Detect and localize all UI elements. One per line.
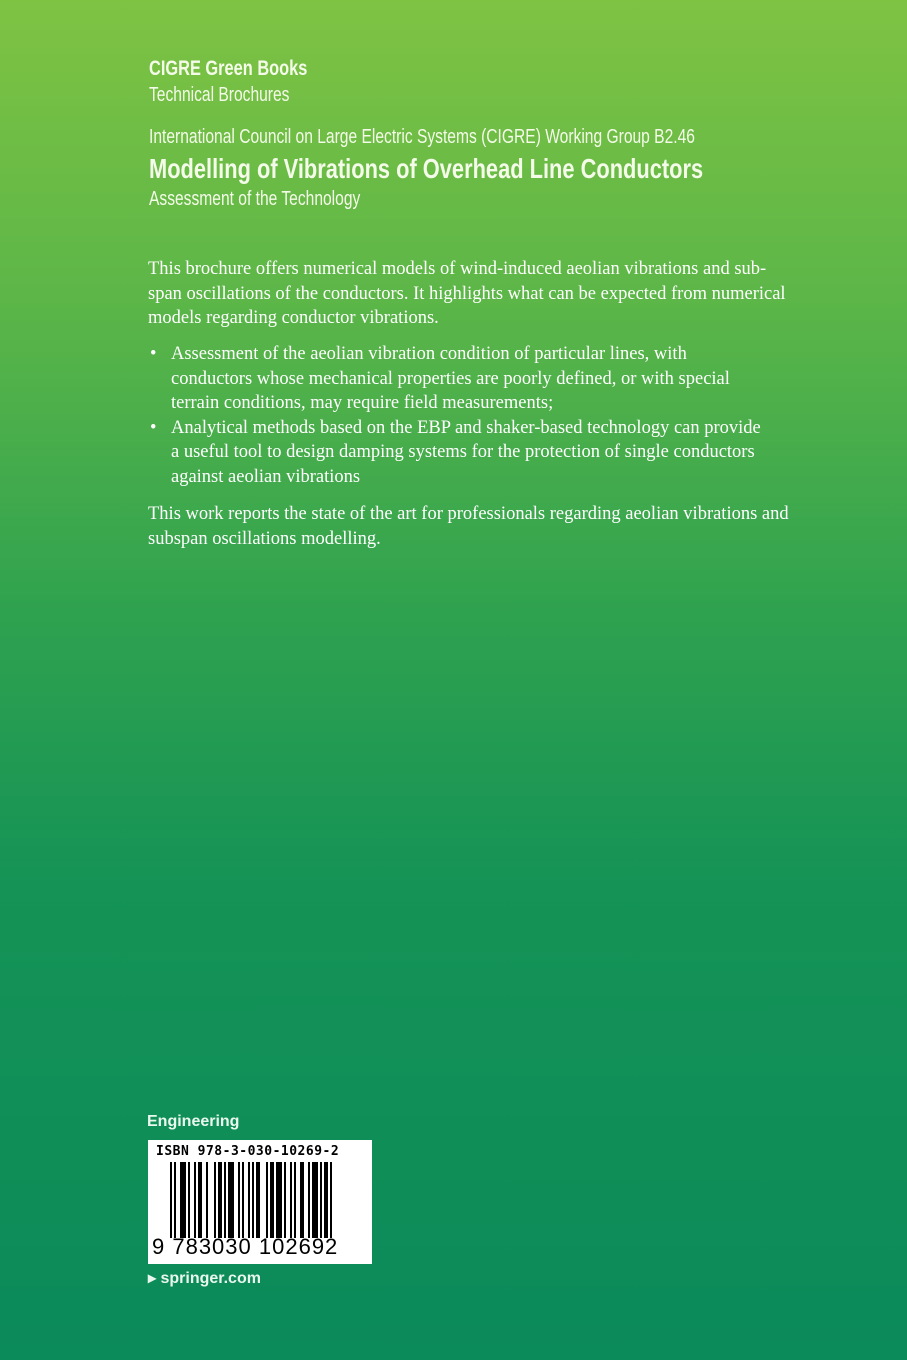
- barcode-digits: 9 783030 102692: [152, 1234, 339, 1259]
- barcode-bar: [180, 1162, 186, 1238]
- bullet-icon: •: [150, 417, 157, 438]
- barcode-bar: [252, 1162, 254, 1238]
- barcode-bar: [242, 1162, 244, 1238]
- barcode-bar: [276, 1162, 282, 1238]
- book-title: Modelling of Vibrations of Overhead Line Conductors: [149, 153, 704, 184]
- closing-paragraph: [148, 502, 838, 551]
- barcode-bar: [174, 1162, 176, 1238]
- isbn-barcode: [148, 1140, 372, 1264]
- barcode-bar: [308, 1162, 310, 1238]
- barcode-bar: [194, 1162, 196, 1238]
- barcode-bar: [238, 1162, 240, 1238]
- list-item: [148, 342, 838, 416]
- intro-paragraph: [148, 257, 838, 331]
- barcode-bar: [324, 1162, 328, 1238]
- text-line: a useful tool to design damping systems for the protection of single conductors: [171, 442, 755, 463]
- bullet-list: [148, 342, 838, 490]
- barcode-bar: [224, 1162, 226, 1238]
- barcode-bar: [256, 1162, 260, 1238]
- barcode-bar: [266, 1162, 268, 1238]
- barcode-bar: [270, 1162, 274, 1238]
- bullet-icon: •: [150, 344, 157, 364]
- barcode-bar: [198, 1162, 202, 1238]
- barcode-bar: [206, 1162, 208, 1238]
- barcode-bar: [312, 1162, 318, 1238]
- text-line: Assessment of the aeolian vibration condition of particular lines, with: [171, 344, 687, 364]
- website-link[interactable]: ▸ springer.com: [148, 1270, 261, 1287]
- barcode-bar: [228, 1162, 234, 1238]
- text-line: against aeolian vibrations: [171, 466, 361, 487]
- working-group: International Council on Large Electric Systems (CIGRE) Working Group B2.46: [149, 126, 695, 148]
- text-line: Analytical methods based on the EBP and shaker-based technology can provide: [171, 417, 761, 438]
- barcode-bar: [320, 1162, 322, 1238]
- barcode-bar: [214, 1162, 216, 1238]
- text-line: subspan oscillations modelling.: [148, 528, 381, 549]
- barcode-bar: [330, 1162, 332, 1238]
- text-line: conductors whose mechanical properties are poorly defined, or with special: [171, 368, 730, 389]
- barcode-bar: [170, 1162, 172, 1238]
- barcode-bar: [300, 1162, 304, 1238]
- text-line: terrain conditions, may require field measurements;: [171, 393, 554, 414]
- barcode-bar: [290, 1162, 292, 1238]
- barcode-bar: [294, 1162, 296, 1238]
- list-item: [148, 416, 838, 490]
- barcode-bar: [284, 1162, 286, 1238]
- isbn-text: ISBN 978-3-030-10269-2: [156, 1144, 340, 1159]
- barcode-bars-icon: [170, 1162, 364, 1238]
- book-subtitle: Assessment of the Technology: [149, 188, 361, 210]
- barcode-bar: [188, 1162, 190, 1238]
- text-line: This work reports the state of the art for professionals regarding aeolian vibrations and: [148, 504, 789, 524]
- series-name: CIGRE Green Books: [149, 57, 308, 80]
- text-line: models regarding conductor vibrations.: [148, 308, 439, 329]
- text-line: This brochure offers numerical models of wind-induced aeolian vibrations and sub-: [148, 259, 767, 279]
- barcode-bar: [218, 1162, 222, 1238]
- text-line: span oscillations of the conductors. It highlights what can be expected from numerical: [148, 283, 786, 304]
- barcode-bar: [248, 1162, 250, 1238]
- subject-category: Engineering: [147, 1113, 240, 1130]
- subseries-name: Technical Brochures: [149, 84, 290, 106]
